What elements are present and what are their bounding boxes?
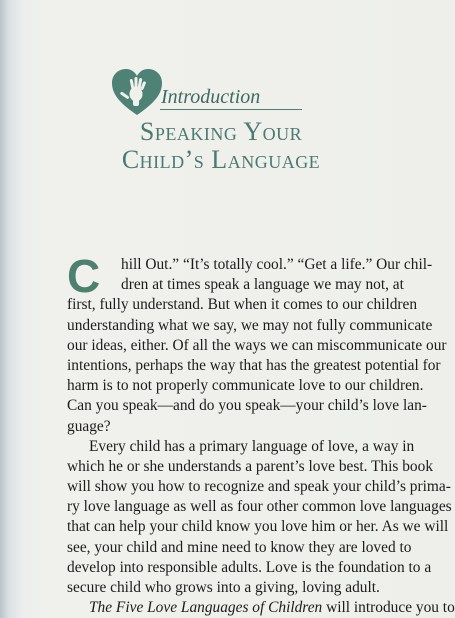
chapter-title-line-2: Child’s Language: [121, 145, 321, 174]
chapter-label: Introduction: [161, 86, 261, 108]
text-line: develop into responsible adults. Love is the foundation to a: [67, 558, 432, 576]
text-line: that can help your child know you love him or her. As we will: [67, 518, 449, 536]
text-line: secure child who grows into a giving, loving adult.: [67, 579, 380, 596]
text-line: Every child has a primary language of love, a way in: [89, 437, 415, 455]
text-line: harm is to not properly communicate love to our children.: [67, 377, 424, 395]
text-line: hill Out.” “It’s totally cool.” “Get a life.” Our chil-: [121, 256, 433, 273]
body-text: [67, 250, 455, 618]
book-title-italic: The Five Love Languages of Children: [89, 599, 323, 617]
text-line-tail: will introduce you to: [322, 599, 455, 617]
chapter-rule: [160, 109, 302, 110]
text-line: guage?: [67, 417, 111, 435]
text-line: dren at times speak a language we may not, at: [121, 276, 404, 294]
chapter-title-line-1: Speaking Your: [139, 117, 303, 146]
text-line: understanding what we say, we may not fully communicate: [67, 316, 433, 334]
text-line: Can you speak—and do you speak—your child’s love lan-: [67, 397, 427, 415]
drop-cap: C: [67, 250, 101, 302]
text-line: see, your child and mine need to know they are loved to: [67, 538, 412, 556]
text-line-last: [67, 598, 455, 618]
text-line: first, fully understand. But when it comes to our children: [67, 296, 418, 314]
text-line: which he or she understands a parent’s love best. This book: [67, 457, 434, 475]
text-line: ry love language as well as four other common love languages: [67, 498, 452, 516]
text-line: will show you how to recognize and speak your child’s prima-: [67, 478, 451, 496]
heart-with-handprint-icon: [111, 68, 163, 118]
text-line: intentions, perhaps the way that has the greatest potential for: [67, 356, 441, 374]
text-line: our ideas, either. Of all the ways we can miscommunicate our: [67, 336, 447, 354]
